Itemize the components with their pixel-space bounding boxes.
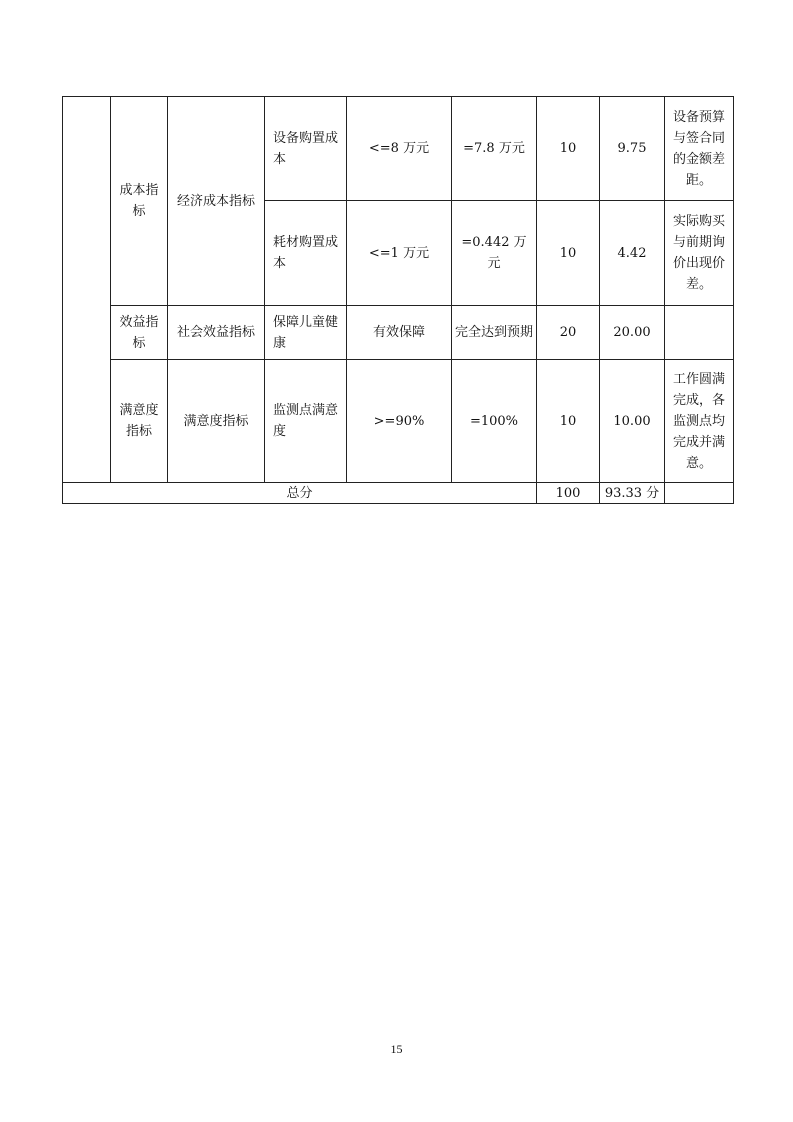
total-row [63, 483, 734, 504]
indicator-name-cell: 耗材购置成本 [265, 201, 347, 306]
total-note-cell [665, 483, 734, 504]
note-cell: 工作圆满完成，各监测点均完成并满意。 [665, 360, 734, 483]
actual-value-cell: =100% [452, 360, 537, 483]
table-row [63, 97, 734, 201]
score-cell: 9.75 [600, 97, 665, 201]
table-row [63, 306, 734, 360]
actual-value-cell: 完全达到预期 [452, 306, 537, 360]
indicator-name-cell: 保障儿童健康 [265, 306, 347, 360]
target-value-cell: 有效保障 [347, 306, 452, 360]
total-label-cell: 总分 [63, 483, 537, 504]
note-cell: 实际购买与前期询价出现价差。 [665, 201, 734, 306]
table-row [63, 360, 734, 483]
level3-category-cell: 经济成本指标 [168, 97, 265, 306]
weight-cell: 10 [537, 201, 600, 306]
level2-category-cell: 满意度指标 [111, 360, 168, 483]
weight-cell: 20 [537, 306, 600, 360]
level3-category-cell: 满意度指标 [168, 360, 265, 483]
target-value-cell: >=90% [347, 360, 452, 483]
note-cell: 设备预算与签合同的金额差距。 [665, 97, 734, 201]
page-number: 15 [390, 1042, 403, 1056]
weight-cell: 10 [537, 97, 600, 201]
level3-category-cell: 社会效益指标 [168, 306, 265, 360]
level2-category-cell: 成本指标 [111, 97, 168, 306]
actual-value-cell: =7.8 万元 [452, 97, 537, 201]
indicator-name-cell: 监测点满意度 [265, 360, 347, 483]
note-cell [665, 306, 734, 360]
score-cell: 10.00 [600, 360, 665, 483]
total-score-cell: 93.33 分 [600, 483, 665, 504]
target-value-cell: <=1 万元 [347, 201, 452, 306]
indicator-name-cell: 设备购置成本 [265, 97, 347, 201]
target-value-cell: <=8 万元 [347, 97, 452, 201]
weight-cell: 10 [537, 360, 600, 483]
score-cell: 20.00 [600, 306, 665, 360]
total-weight-cell: 100 [537, 483, 600, 504]
actual-value-cell: =0.442 万元 [452, 201, 537, 306]
level2-category-cell: 效益指标 [111, 306, 168, 360]
level1-category-cell [63, 97, 111, 483]
score-cell: 4.42 [600, 201, 665, 306]
performance-table [62, 96, 734, 504]
